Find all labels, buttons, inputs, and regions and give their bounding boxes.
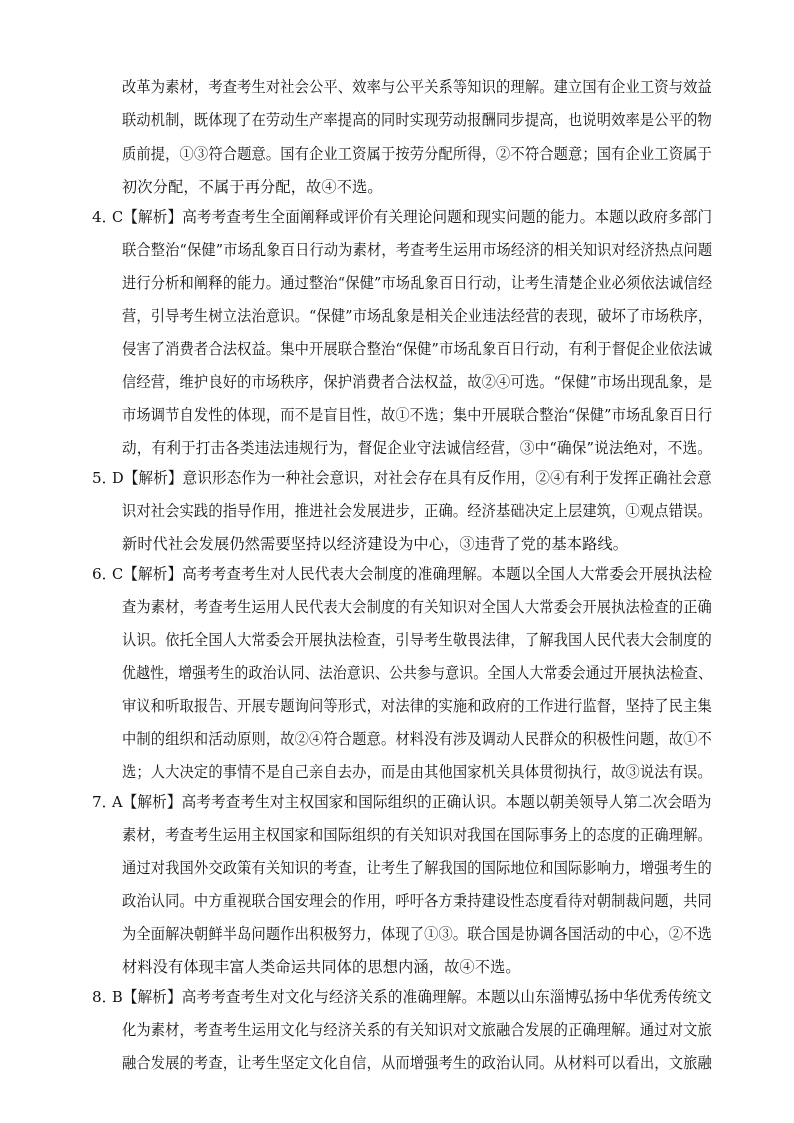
text-line: 动，有利于打击各类违法违规行为，督促企业守法诚信经营，③中“确保”说法绝对，不选。 bbox=[122, 439, 712, 457]
item-number: 8． bbox=[92, 988, 117, 1006]
text-line: 新时代社会发展仍然需要坚持以经济建设为中心，③违背了党的基本路线。 bbox=[122, 535, 629, 553]
text-line: 政治认同。中方重视联合国安理会的作用，呼吁各方秉持建设性态度看待对朝制裁问题，共同 bbox=[122, 892, 712, 910]
text-line: 融合发展的考查，让考生坚定文化自信，从而增强考生的政治认同。从材料可以看出，文旅融 bbox=[122, 1054, 712, 1072]
text-line: 初次分配，不属于再分配，故④不选。 bbox=[122, 178, 383, 196]
text-line: 营，引导考生树立法治意识。“保健”市场乱象是相关企业违法经营的表现，破坏了市场秩序， bbox=[122, 307, 713, 325]
text-line: 联动机制，既体现了在劳动生产率提高的同时实现劳动报酬同步提高，也说明效率是公平的物 bbox=[122, 111, 712, 129]
item-number: 5． bbox=[92, 469, 117, 487]
text-line: 优越性，增强考生的政治认同、法治意识、公共参与意识。全国人大常委会通过开展执法检查、 bbox=[122, 664, 713, 682]
text-line: 选；人大决定的事情不是自己亲自去办，而是由其他国家机关具体贯彻执行，故③说法有误。 bbox=[122, 763, 712, 781]
text-line: 联合整治“保健”市场乱象百日行动为素材，考查考生运用市场经济的相关知识对经济热点问题 bbox=[122, 241, 713, 259]
text-line: 通过对我国外交政策有关知识的考查，让考生了解我国的国际地位和国际影响力，增强考生的 bbox=[122, 859, 712, 877]
text-line: 中制的组织和活动原则，故②④符合题意。材料没有涉及调动人民群众的积极性问题，故①不 bbox=[122, 730, 712, 748]
text-line: C【解析】高考考查考生对人民代表大会制度的准确理解。本题以全国人大常委会开展执法检 bbox=[112, 565, 713, 583]
item-number: 6． bbox=[92, 565, 117, 583]
text-line: D【解析】意识形态作为一种社会意识，对社会存在具有反作用，②④有利于发挥正确社会意 bbox=[112, 469, 712, 487]
text-line: C【解析】高考考查考生全面阐释或评价有关理论问题和现实问题的能力。本题以政府多部门 bbox=[112, 208, 713, 226]
text-line: B【解析】高考考查考生对文化与经济关系的准确理解。本题以山东淄博弘扬中华优秀传统文 bbox=[112, 988, 712, 1006]
item-number: 4． bbox=[92, 208, 117, 226]
item-number: 7． bbox=[92, 793, 117, 811]
text-line: A【解析】高考考查考生对主权国家和国际组织的正确认识。本题以朝美领导人第二次会晤为 bbox=[112, 793, 712, 811]
text-line: 认识。依托全国人大常委会开展执法检查，引导考生敬畏法律，了解我国人民代表大会制度的 bbox=[122, 631, 712, 649]
text-line: 信经营，维护良好的市场秩序，保护消费者合法权益，故②④可选。“保健”市场出现乱象，是 bbox=[122, 373, 713, 391]
text-line: 识对社会实践的指导作用，推进社会发展进步，正确。经济基础决定上层建筑，①观点错误。 bbox=[122, 502, 712, 520]
text-line: 为全面解决朝鲜半岛问题作出积极努力，体现了①③。联合国是协调各国活动的中心，②不选 bbox=[122, 925, 712, 943]
text-line: 市场调节自发性的体现，而不是盲目性，故①不选；集中开展联合整治“保健”市场乱象百日行 bbox=[122, 406, 713, 424]
text-line: 素材，考查考生运用主权国家和国际组织的有关知识对我国在国际事务上的态度的正确理解。 bbox=[122, 826, 712, 844]
text-line: 查为素材，考查考生运用人民代表大会制度的有关知识对全国人大常委会开展执法检查的正确 bbox=[122, 598, 712, 616]
text-line: 审议和听取报告、开展专题询问等形式，对法律的实施和政府的工作进行监督，坚持了民主集 bbox=[122, 697, 712, 715]
text-line: 侵害了消费者合法权益。集中开展联合整治“保健”市场乱象百日行动，有利于督促企业依法诚 bbox=[122, 340, 713, 358]
text-line: 化为素材，考查考生运用文化与经济关系的有关知识对文旅融合发展的正确理解。通过对文旅 bbox=[122, 1021, 712, 1039]
text-line: 材料没有体现丰富人类命运共同体的思想内涵，故④不选。 bbox=[122, 958, 521, 976]
text-line: 进行分析和阐释的能力。通过整治“保健”市场乱象百日行动，让考生清楚企业必须依法诚信经 bbox=[122, 274, 713, 292]
text-line: 改革为素材，考查考生对社会公平、效率与公平关系等知识的理解。建立国有企业工资与效益 bbox=[122, 78, 712, 96]
text-line: 质前提，①③符合题意。国有企业工资属于按劳分配所得，②不符合题意；国有企业工资属于 bbox=[122, 145, 712, 163]
